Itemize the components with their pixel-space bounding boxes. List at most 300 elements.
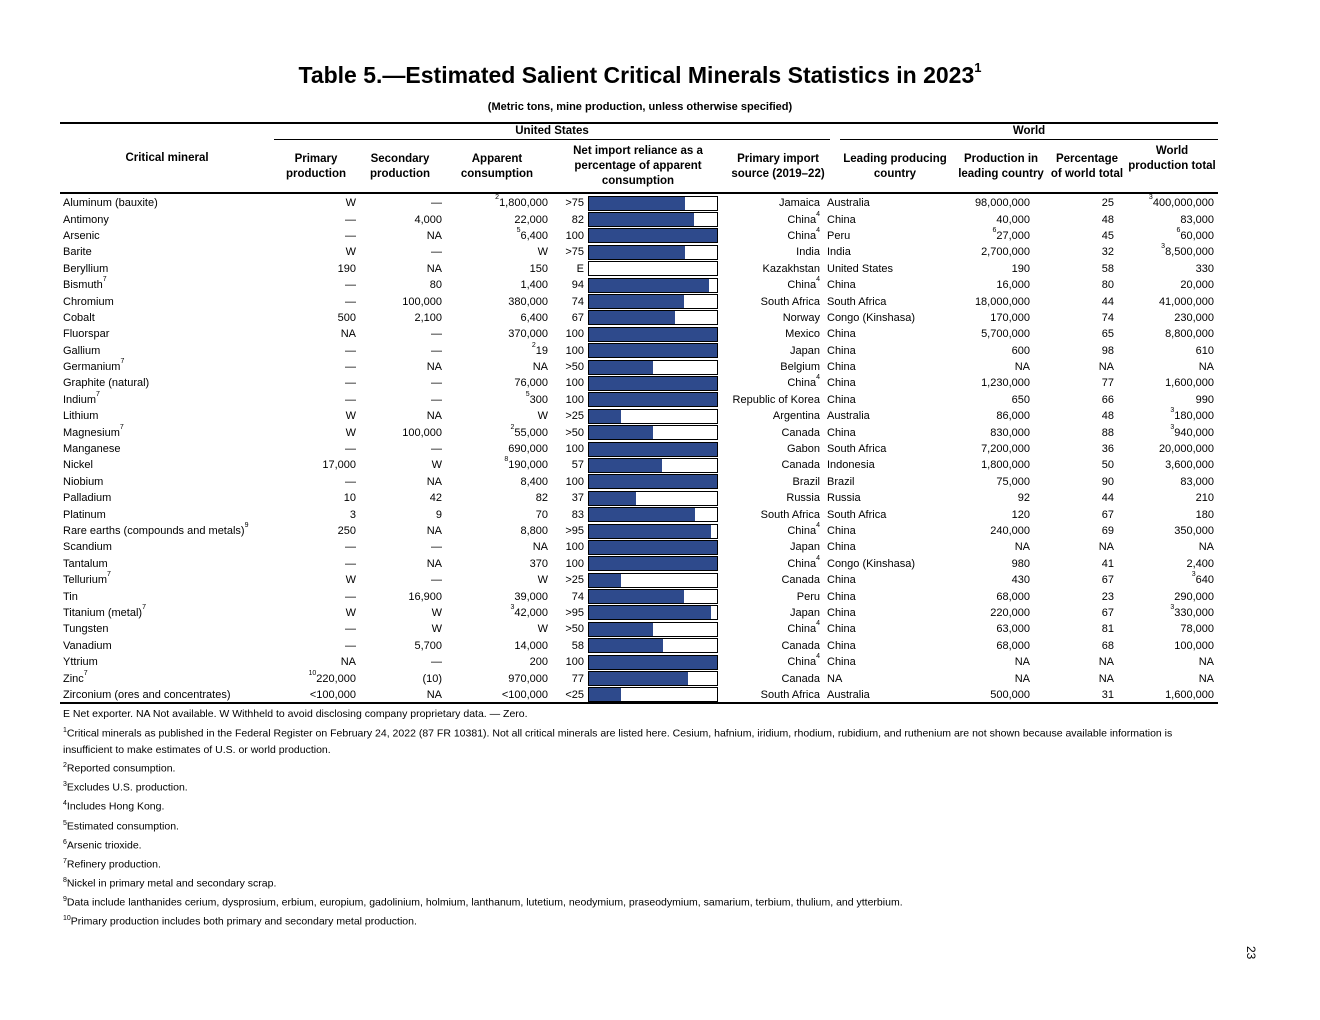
cell-leading-country: China — [827, 639, 856, 652]
net-import-bar — [588, 343, 718, 358]
net-import-bar — [588, 409, 718, 424]
net-import-bar — [588, 261, 718, 276]
cell-net-import-reliance: 74 — [571, 590, 584, 603]
cell-apparent-consumption: NA — [532, 361, 548, 374]
net-import-bar-fill — [589, 443, 717, 456]
table-row — [60, 539, 1218, 555]
cell-leading-country: China — [827, 623, 856, 636]
footnote-marker: 3 — [1148, 194, 1153, 202]
net-import-bar-fill — [589, 393, 717, 406]
cell-mineral: Beryllium — [63, 262, 109, 275]
net-import-bar — [588, 540, 718, 555]
cell-leading-country: China — [827, 344, 856, 357]
cell-primary-import-source: Peru — [796, 590, 820, 603]
cell-primary-production: — — [345, 361, 356, 374]
cell-percentage-world: 67 — [1101, 606, 1114, 619]
table-row — [60, 670, 1218, 686]
net-import-bar-fill — [589, 361, 653, 374]
cell-world-total: 20,000,000 — [1158, 443, 1214, 456]
cell-leading-country: China — [827, 525, 856, 537]
footnote: $^6$Arsenic trioxide. — [63, 838, 142, 852]
cell-mineral: Manganese — [63, 443, 121, 456]
cell-mineral: Lithium — [63, 410, 99, 423]
cell-secondary-production: 100,000 — [402, 295, 442, 308]
footnote: $^4$Includes Hong Kong. — [63, 800, 165, 813]
cell-leading-country: Congo (Kinshasa) — [827, 557, 916, 570]
footnote-marker: 7 — [96, 390, 100, 398]
cell-production-leading: 1,800,000 — [981, 459, 1030, 472]
cell-world-total: $^3$330,000 — [1170, 603, 1214, 619]
cell-primary-production: <100,000 — [309, 688, 356, 701]
cell-primary-import-source: China$^4$ — [787, 522, 820, 537]
cell-production-leading: 68,000 — [996, 639, 1030, 652]
net-import-bar-fill — [589, 279, 709, 292]
cell-percentage-world: 90 — [1101, 475, 1114, 488]
cell-production-leading: 980 — [1011, 557, 1030, 570]
cell-percentage-world: 98 — [1101, 344, 1114, 357]
cell-apparent-consumption: 22,000 — [514, 213, 548, 226]
footnote-marker: 7 — [119, 423, 124, 431]
footnote-marker: 3 — [1170, 407, 1175, 415]
cell-percentage-world: 67 — [1101, 574, 1114, 587]
cell-leading-country: China — [827, 574, 856, 587]
cell-production-leading: 650 — [1011, 393, 1030, 406]
net-import-bar — [588, 442, 718, 457]
cell-secondary-production: 2,100 — [414, 311, 442, 324]
cell-secondary-production: 4,000 — [414, 213, 442, 226]
table-row — [60, 424, 1218, 440]
cell-primary-import-source: China$^4$ — [787, 210, 820, 226]
cell-apparent-consumption: 39,000 — [514, 590, 548, 603]
table-row — [60, 343, 1218, 359]
cell-net-import-reliance: >75 — [565, 246, 584, 259]
cell-percentage-world: 48 — [1101, 213, 1114, 226]
cell-production-leading: 75,000 — [996, 475, 1030, 488]
cell-primary-production: — — [345, 541, 356, 554]
cell-world-total: 230,000 — [1174, 311, 1214, 324]
cell-net-import-reliance: 100 — [565, 229, 584, 242]
cell-percentage-world: 68 — [1101, 639, 1114, 652]
cell-leading-country: Russia — [827, 492, 861, 505]
cell-net-import-reliance: >25 — [565, 410, 584, 423]
net-import-bar-cell — [588, 211, 718, 227]
cell-production-leading: NA — [1014, 541, 1030, 554]
cell-mineral: Gallium — [63, 344, 101, 357]
cell-mineral: Niobium — [63, 475, 104, 488]
cell-apparent-consumption: $^3$42,000 — [510, 603, 548, 619]
cell-production-leading: 190 — [1011, 262, 1030, 275]
cell-net-import-reliance: >50 — [565, 623, 584, 636]
title-footnote-marker: 1 — [974, 60, 982, 76]
cell-world-total: 610 — [1195, 344, 1214, 357]
cell-leading-country: NA — [827, 672, 843, 685]
net-import-bar — [588, 327, 718, 342]
cell-primary-production: W — [345, 426, 356, 439]
cell-primary-production: W — [345, 197, 356, 210]
cell-secondary-production: 9 — [435, 508, 442, 521]
cell-percentage-world: 23 — [1101, 590, 1114, 603]
cell-primary-production: 250 — [337, 525, 356, 537]
net-import-bar-fill — [589, 311, 675, 324]
cell-percentage-world: 25 — [1101, 197, 1114, 210]
col-header-apparent-consumption: Apparent consumption — [460, 153, 534, 180]
cell-primary-production: — — [345, 475, 356, 488]
cell-production-leading: 170,000 — [990, 311, 1030, 324]
net-import-bar — [588, 507, 718, 522]
cell-world-total: $^3$8,500,000 — [1161, 243, 1214, 259]
table-row — [60, 588, 1218, 604]
cell-mineral: Barite — [63, 246, 92, 259]
net-import-bar-fill — [589, 525, 711, 538]
cell-apparent-consumption: $^2$19 — [531, 341, 548, 357]
table-row — [60, 621, 1218, 637]
cell-primary-import-source: Mexico — [785, 328, 820, 341]
cell-primary-import-source: Russia — [786, 492, 820, 505]
cell-apparent-consumption: 150 — [529, 262, 548, 275]
col-header-critical-mineral: Critical mineral — [125, 152, 209, 164]
cell-net-import-reliance: 100 — [565, 541, 584, 554]
cell-secondary-production: NA — [426, 410, 442, 423]
cell-world-total: 83,000 — [1180, 213, 1214, 226]
cell-primary-production: — — [345, 443, 356, 456]
cell-mineral: Scandium — [63, 541, 112, 554]
cell-primary-production: NA — [340, 328, 356, 341]
footnote-number: 10 — [63, 915, 71, 923]
cell-primary-import-source: Canada — [781, 672, 820, 685]
cell-production-leading: 120 — [1011, 508, 1030, 521]
cell-leading-country: China — [827, 377, 856, 390]
cell-percentage-world: 74 — [1101, 311, 1114, 324]
cell-world-total: 1,600,000 — [1165, 688, 1214, 701]
cell-primary-import-source: Jamaica — [779, 197, 820, 210]
col-header-net-import-reliance: Net import reliance as a percentage of apparent consumption — [573, 145, 703, 187]
footnote-marker: 4 — [816, 226, 820, 234]
net-import-bar — [588, 360, 718, 375]
cell-world-total: $^3$400,000,000 — [1148, 194, 1214, 210]
footnote-number: 1 — [63, 726, 67, 734]
net-import-bar-cell — [588, 244, 718, 260]
cell-primary-production: W — [345, 246, 356, 259]
cell-net-import-reliance: 74 — [571, 295, 584, 308]
cell-apparent-consumption: 8,400 — [520, 475, 548, 488]
cell-primary-production: W — [345, 574, 356, 587]
net-import-bar-fill — [589, 508, 695, 521]
cell-leading-country: China — [827, 393, 856, 406]
footnote-number: 6 — [63, 838, 67, 846]
cell-secondary-production: — — [431, 246, 442, 259]
cell-leading-country: Australia — [827, 197, 870, 210]
cell-world-total: 100,000 — [1174, 639, 1214, 652]
footnote-marker: 4 — [816, 653, 820, 661]
cell-world-total: 1,600,000 — [1165, 377, 1214, 390]
cell-primary-production: — — [345, 344, 356, 357]
cell-net-import-reliance: >95 — [565, 525, 584, 537]
footnote: $^9$Data include lanthanides cerium, dysprosium, erbium, europium, gadolinium, holmium, lanthanum, lutetium, neodymium, praseodymium, samarium, terbium, thulium, and ytterbium. — [63, 895, 903, 909]
table-row — [60, 392, 1218, 408]
cell-world-total: NA — [1198, 541, 1214, 554]
footnote-number: 8 — [63, 876, 67, 884]
cell-apparent-consumption: W — [537, 574, 548, 587]
cell-net-import-reliance: 100 — [565, 443, 584, 456]
cell-apparent-consumption: W — [537, 410, 548, 423]
cell-primary-import-source: Republic of Korea — [732, 393, 820, 406]
cell-leading-country: South Africa — [827, 295, 887, 308]
table-row — [60, 457, 1218, 473]
cell-percentage-world: 45 — [1101, 229, 1114, 242]
table-row — [60, 261, 1218, 277]
cell-secondary-production: NA — [426, 475, 442, 488]
net-import-bar — [588, 196, 718, 211]
cell-primary-import-source: Canada — [781, 639, 820, 652]
net-import-bar-fill — [589, 377, 717, 390]
cell-primary-production: 190 — [337, 262, 356, 275]
table-row — [60, 654, 1218, 670]
cell-mineral: Platinum — [63, 508, 106, 521]
net-import-bar-fill — [589, 295, 684, 308]
net-import-bar-cell — [588, 474, 718, 490]
cell-percentage-world: 81 — [1101, 623, 1114, 636]
cell-leading-country: China — [827, 656, 856, 669]
cell-apparent-consumption: <100,000 — [501, 688, 548, 701]
cell-mineral: Cobalt — [63, 311, 95, 324]
group-header-world: World — [1012, 125, 1046, 137]
cell-production-leading: 500,000 — [990, 688, 1030, 701]
table-row — [60, 195, 1218, 211]
net-import-bar-cell — [588, 490, 718, 506]
cell-apparent-consumption: 970,000 — [508, 672, 548, 685]
net-import-bar-cell — [588, 621, 718, 637]
net-import-bar-cell — [588, 261, 718, 277]
cell-primary-import-source: Belgium — [780, 361, 820, 374]
table-row — [60, 687, 1218, 703]
cell-mineral: Indium$^7$ — [63, 390, 100, 406]
cell-percentage-world: 77 — [1101, 377, 1114, 390]
cell-secondary-production: NA — [426, 688, 442, 701]
cell-mineral: Antimony — [63, 213, 109, 226]
cell-apparent-consumption: $^2$1,800,000 — [495, 194, 548, 210]
net-import-bar — [588, 491, 718, 506]
cell-primary-production: W — [345, 606, 356, 619]
table-row — [60, 441, 1218, 457]
cell-production-leading: 86,000 — [996, 410, 1030, 423]
footnote-marker: 2 — [510, 423, 515, 431]
cell-production-leading: 1,230,000 — [981, 377, 1030, 390]
cell-world-total: $^3$640 — [1191, 571, 1214, 587]
cell-production-leading: NA — [1014, 672, 1030, 685]
footnote-number: 7 — [63, 857, 67, 865]
cell-net-import-reliance: >95 — [565, 606, 584, 619]
cell-mineral: Zirconium (ores and concentrates) — [63, 688, 231, 701]
cell-net-import-reliance: 100 — [565, 393, 584, 406]
cell-world-total: 290,000 — [1174, 590, 1214, 603]
cell-production-leading: 2,700,000 — [981, 246, 1030, 259]
cell-production-leading: 220,000 — [990, 606, 1030, 619]
cell-primary-production: — — [345, 623, 356, 636]
cell-leading-country: Indonesia — [827, 459, 875, 472]
cell-production-leading: 98,000,000 — [974, 197, 1030, 210]
page-subtitle: (Metric tons, mine production, unless otherwise specified) — [487, 101, 793, 113]
footnote-marker: 4 — [816, 620, 820, 628]
cell-primary-production: — — [345, 639, 356, 652]
cell-secondary-production: NA — [426, 525, 442, 537]
cell-world-total: 41,000,000 — [1158, 295, 1214, 308]
footnote-marker: 4 — [816, 554, 820, 562]
cell-net-import-reliance: <25 — [565, 688, 584, 701]
cell-mineral: Fluorspar — [63, 328, 110, 341]
cell-apparent-consumption: 82 — [535, 492, 548, 505]
cell-apparent-consumption: 370,000 — [508, 328, 548, 341]
cell-percentage-world: 80 — [1101, 279, 1114, 292]
page-title: Table 5.—Estimated Salient Critical Minerals Statistics in 2023$^1$ — [298, 60, 982, 88]
cell-percentage-world: NA — [1098, 656, 1114, 669]
footnote-marker: 3 — [1170, 603, 1175, 611]
cell-apparent-consumption: $^8$190,000 — [504, 456, 548, 472]
cell-production-leading: $^6$27,000 — [992, 226, 1030, 242]
cell-percentage-world: 50 — [1101, 459, 1114, 472]
net-import-bar-fill — [589, 541, 717, 554]
cell-production-leading: 40,000 — [996, 213, 1030, 226]
cell-net-import-reliance: 58 — [571, 639, 584, 652]
table-row — [60, 523, 1218, 539]
cell-apparent-consumption: NA — [532, 541, 548, 554]
net-import-bar — [588, 556, 718, 571]
net-import-bar-fill — [589, 229, 717, 242]
table-row — [60, 244, 1218, 260]
footnote: $^2$Reported consumption. — [63, 762, 176, 775]
world-group-rule — [840, 139, 1218, 140]
net-import-bar — [588, 474, 718, 489]
footnote-marker: 4 — [816, 522, 820, 529]
cell-mineral: Tantalum — [63, 557, 108, 570]
cell-production-leading: NA — [1014, 361, 1030, 374]
footnote-marker: 3 — [1170, 423, 1175, 431]
cell-percentage-world: 44 — [1101, 492, 1114, 505]
table-row — [60, 228, 1218, 244]
footnote-marker: 7 — [120, 358, 125, 366]
cell-secondary-production: W — [431, 459, 442, 472]
cell-secondary-production: — — [431, 344, 442, 357]
footnote-marker: 7 — [142, 603, 146, 611]
net-import-bar — [588, 245, 718, 260]
cell-secondary-production: NA — [426, 262, 442, 275]
net-import-bar-cell — [588, 539, 718, 555]
cell-percentage-world: 31 — [1101, 688, 1114, 701]
net-import-bar — [588, 310, 718, 325]
cell-net-import-reliance: E — [576, 262, 584, 275]
net-import-bar — [588, 638, 718, 653]
table-row — [60, 359, 1218, 375]
table-row — [60, 293, 1218, 309]
cell-world-total: $^3$940,000 — [1170, 423, 1214, 439]
cell-net-import-reliance: 94 — [571, 279, 584, 292]
cell-world-total: $^3$180,000 — [1170, 407, 1214, 423]
cell-net-import-reliance: 57 — [571, 459, 584, 472]
col-header-leading-country: Leading producing country — [843, 153, 947, 180]
cell-net-import-reliance: >75 — [565, 197, 584, 210]
net-import-bar-fill — [589, 197, 685, 210]
net-import-bar-cell — [588, 638, 718, 654]
footnote-marker: 4 — [816, 276, 820, 284]
net-import-bar-cell — [588, 687, 718, 703]
cell-apparent-consumption: $^5$300 — [525, 390, 548, 406]
cell-primary-import-source: China$^4$ — [787, 620, 820, 636]
net-import-bar — [588, 228, 718, 243]
footnote: $^{10}$Primary production includes both primary and secondary metal production. — [63, 915, 417, 928]
cell-production-leading: NA — [1014, 656, 1030, 669]
cell-primary-production: — — [345, 377, 356, 390]
net-import-bar-cell — [588, 457, 718, 473]
net-import-bar — [588, 622, 718, 637]
footnote-marker: 4 — [816, 374, 820, 382]
net-import-bar-cell — [588, 605, 718, 621]
cell-percentage-world: NA — [1098, 541, 1114, 554]
net-import-bar-cell — [588, 408, 718, 424]
cell-percentage-world: 36 — [1101, 443, 1114, 456]
cell-leading-country: China — [827, 426, 856, 439]
net-import-bar-cell — [588, 424, 718, 440]
cell-primary-production: 17,000 — [322, 459, 356, 472]
page-number: 23 — [1244, 946, 1258, 960]
table-row — [60, 605, 1218, 621]
table-row — [60, 638, 1218, 654]
cell-mineral: Zinc$^7$ — [63, 669, 88, 685]
table-row — [60, 506, 1218, 522]
net-import-bar-cell — [588, 523, 718, 539]
cell-net-import-reliance: 77 — [571, 672, 584, 685]
cell-percentage-world: NA — [1098, 361, 1114, 374]
cell-net-import-reliance: 100 — [565, 656, 584, 669]
net-import-bar — [588, 212, 718, 227]
cell-secondary-production: 5,700 — [414, 639, 442, 652]
cell-net-import-reliance: 100 — [565, 377, 584, 390]
cell-apparent-consumption: 8,800 — [520, 525, 548, 537]
critical-minerals-table — [60, 195, 1218, 703]
net-import-bar-fill — [589, 344, 717, 357]
footnote-marker: 2 — [495, 194, 500, 202]
cell-leading-country: China — [827, 279, 856, 292]
net-import-bar — [588, 278, 718, 293]
cell-percentage-world: 48 — [1101, 410, 1114, 423]
group-header-us: United States — [515, 125, 589, 137]
us-group-rule — [274, 139, 830, 140]
cell-mineral: Palladium — [63, 492, 112, 505]
cell-percentage-world: 69 — [1101, 525, 1114, 537]
net-import-bar-fill — [589, 426, 653, 439]
cell-world-total: 990 — [1195, 393, 1214, 406]
cell-apparent-consumption: W — [537, 246, 548, 259]
cell-primary-import-source: Brazil — [792, 475, 820, 488]
net-import-bar — [588, 605, 718, 620]
cell-secondary-production: — — [431, 443, 442, 456]
table-row — [60, 556, 1218, 572]
cell-primary-import-source: China$^4$ — [787, 554, 820, 570]
col-header-primary-import-source: Primary import source (2019–22) — [731, 153, 825, 180]
footnote-marker: 9 — [244, 522, 249, 529]
net-import-bar-fill — [589, 246, 685, 259]
cell-mineral: Rare earths (compounds and metals)$^9$ — [63, 522, 249, 537]
footnote-marker: 5 — [525, 390, 530, 398]
cell-production-leading: 7,200,000 — [981, 443, 1030, 456]
cell-mineral: Tungsten — [63, 623, 109, 636]
cell-world-total: NA — [1198, 361, 1214, 374]
cell-leading-country: Australia — [827, 688, 870, 701]
net-import-bar-fill — [589, 606, 711, 619]
footnote: E Net exporter. NA Not available. W Withheld to avoid disclosing company proprietary data. — Zero. — [63, 708, 528, 720]
cell-primary-import-source: Gabon — [786, 443, 820, 456]
cell-primary-import-source: Japan — [790, 606, 820, 619]
cell-primary-production: W — [345, 410, 356, 423]
net-import-bar-cell — [588, 441, 718, 457]
